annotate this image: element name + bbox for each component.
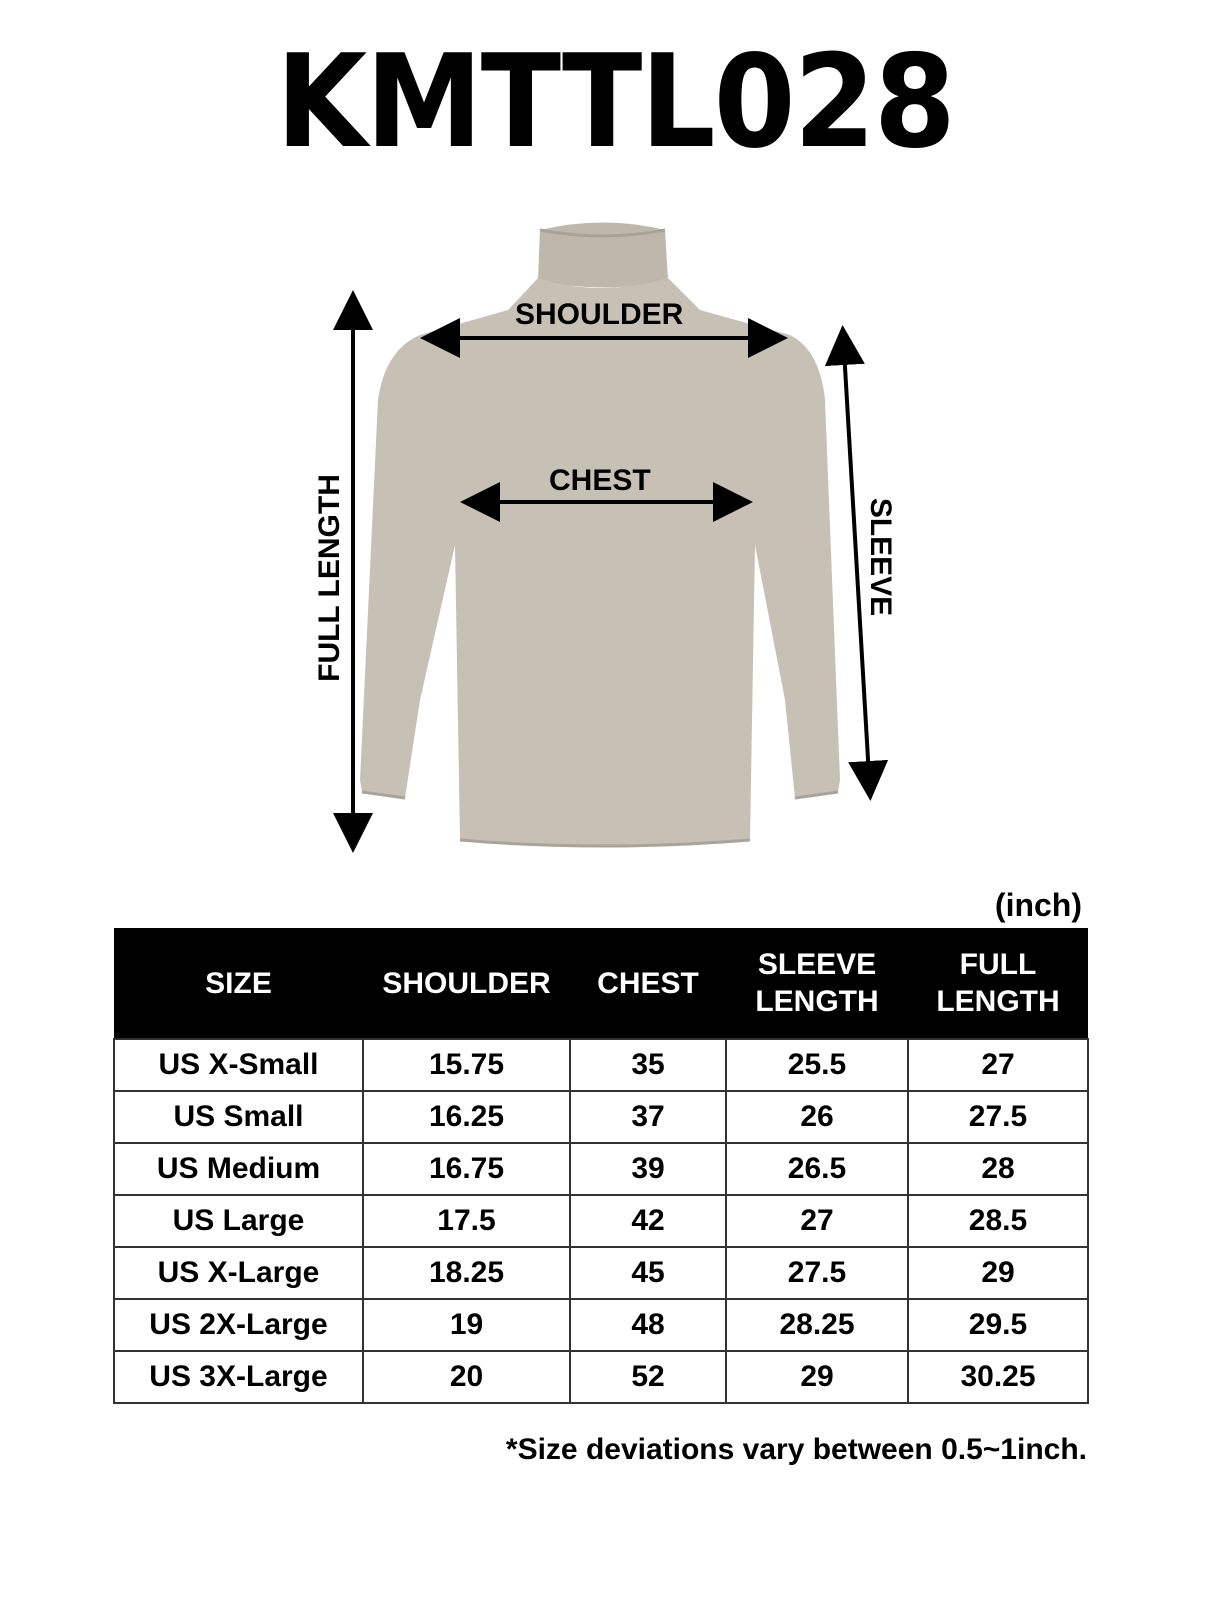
sleeve-cell: 28.25 [726, 1299, 908, 1351]
size-cell: US X-Small [114, 1039, 363, 1091]
table-row [114, 1039, 1088, 1091]
size-cell: US X-Large [114, 1247, 363, 1299]
header-full-length-text: FULL LENGTH [936, 948, 1060, 1018]
shoulder-cell: 16.25 [363, 1091, 570, 1143]
chest-cell: 37 [570, 1091, 726, 1143]
chest-cell: 48 [570, 1299, 726, 1351]
size-chart-table [113, 928, 1089, 1404]
full-length-label: FULL LENGTH [313, 474, 346, 682]
full-length-cell: 28.5 [908, 1195, 1088, 1247]
table-row [114, 1143, 1088, 1195]
table-row [114, 1091, 1088, 1143]
chest-cell: 42 [570, 1195, 726, 1247]
header-sleeve-length [726, 928, 908, 1039]
chest-cell: 39 [570, 1143, 726, 1195]
unit-label: (inch) [994, 887, 1082, 923]
sleeve-cell: 27.5 [726, 1247, 908, 1299]
sleeve-cell: 26 [726, 1091, 908, 1143]
chest-cell: 35 [570, 1039, 726, 1091]
shoulder-cell: 18.25 [363, 1247, 570, 1299]
sleeve-label: SLEEVE [864, 497, 897, 617]
header-full-length [908, 928, 1088, 1039]
sleeve-cell: 25.5 [726, 1039, 908, 1091]
header-chest: CHEST [570, 928, 726, 1039]
shoulder-cell: 20 [363, 1351, 570, 1403]
full-length-cell: 27.5 [908, 1091, 1088, 1143]
table-row [114, 1299, 1088, 1351]
table-row [114, 1195, 1088, 1247]
shoulder-cell: 19 [363, 1299, 570, 1351]
size-deviation-note: *Size deviations vary between 0.5~1inch. [505, 1433, 1087, 1466]
table-header-row [114, 928, 1088, 1039]
full-length-cell: 30.25 [908, 1351, 1088, 1403]
size-cell: US 3X-Large [114, 1351, 363, 1403]
shoulder-cell: 17.5 [363, 1195, 570, 1247]
sleeve-cell: 29 [726, 1351, 908, 1403]
size-cell: US Medium [114, 1143, 363, 1195]
chest-label: CHEST [549, 464, 651, 497]
full-length-cell: 27 [908, 1039, 1088, 1091]
shoulder-label: SHOULDER [515, 298, 684, 331]
full-length-cell: 28 [908, 1143, 1088, 1195]
shoulder-cell: 15.75 [363, 1039, 570, 1091]
header-sleeve-length-text: SLEEVE LENGTH [755, 948, 879, 1018]
table-row [114, 1351, 1088, 1403]
table-row [114, 1247, 1088, 1299]
size-cell: US 2X-Large [114, 1299, 363, 1351]
size-cell: US Large [114, 1195, 363, 1247]
shoulder-cell: 16.75 [363, 1143, 570, 1195]
header-shoulder: SHOULDER [363, 928, 570, 1039]
size-cell: US Small [114, 1091, 363, 1143]
product-code-title: KMTTL028 [276, 28, 954, 177]
sleeve-cell: 26.5 [726, 1143, 908, 1195]
header-size: SIZE [114, 928, 363, 1039]
sleeve-cell: 27 [726, 1195, 908, 1247]
full-length-cell: 29 [908, 1247, 1088, 1299]
chest-cell: 45 [570, 1247, 726, 1299]
chest-cell: 52 [570, 1351, 726, 1403]
full-length-cell: 29.5 [908, 1299, 1088, 1351]
